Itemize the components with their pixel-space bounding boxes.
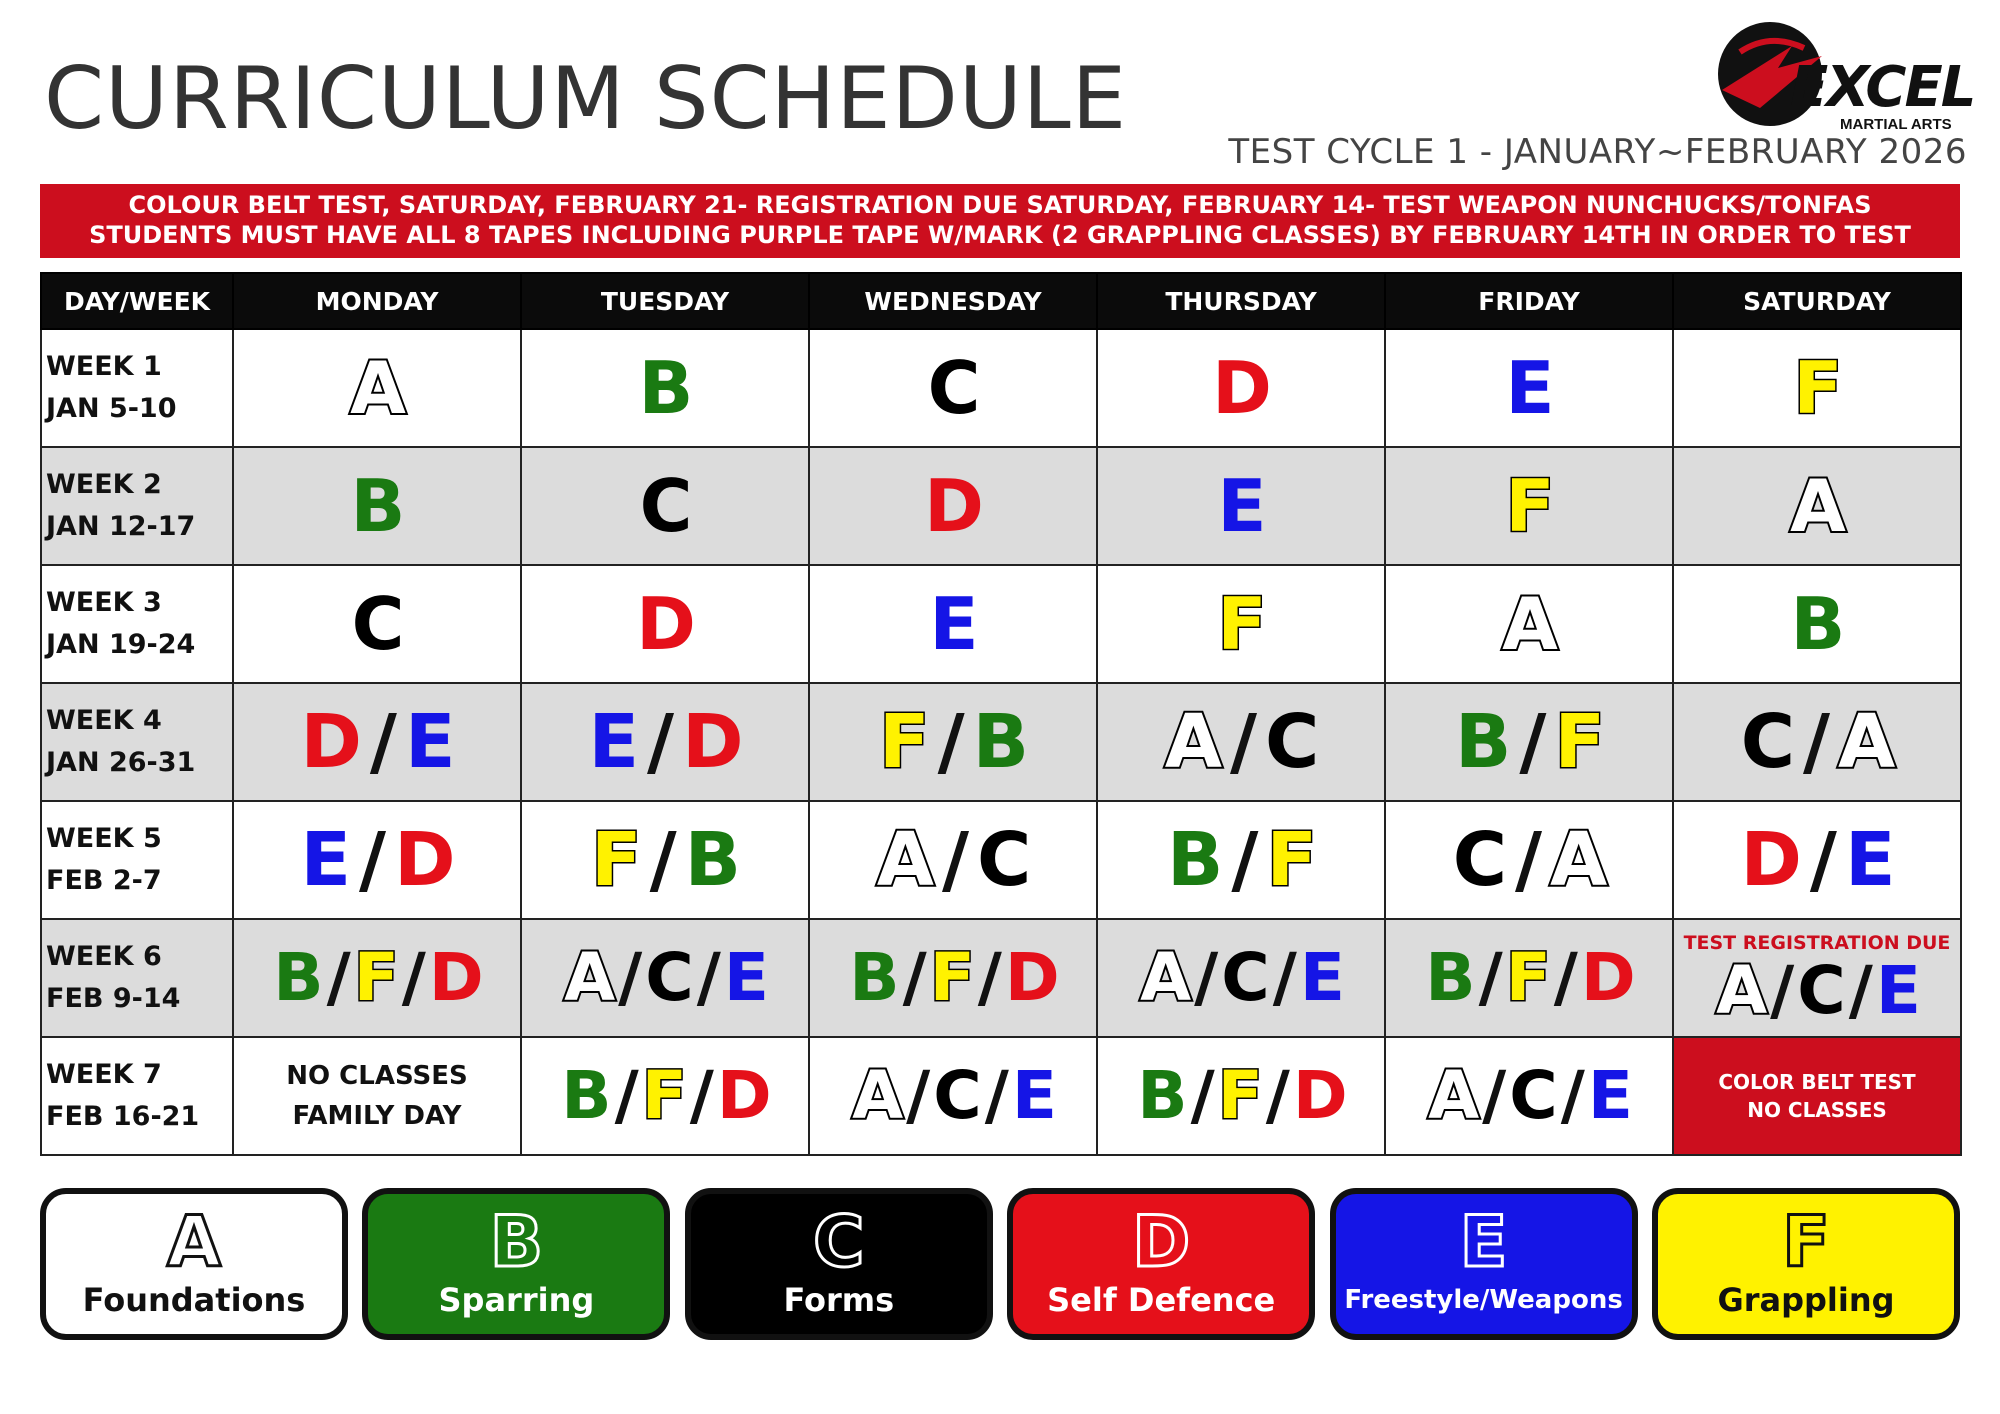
class-cell: [1673, 801, 1961, 919]
week-label: WEEK 6: [46, 941, 162, 972]
class-cell: [1385, 1037, 1673, 1155]
no-classes-note: [234, 1056, 520, 1136]
class-cell: [521, 565, 809, 683]
legend-item: [1330, 1188, 1638, 1340]
registration-due-note: TEST REGISTRATION DUE: [1683, 932, 1951, 954]
class-cell: [1097, 447, 1385, 565]
class-code: C: [1452, 817, 1505, 903]
code-separator: /: [906, 1057, 928, 1134]
class-code: F: [879, 699, 928, 785]
class-cell: [1385, 329, 1673, 447]
class-codes: [1386, 582, 1672, 666]
class-codes: [234, 346, 520, 430]
class-code: A: [1428, 1057, 1477, 1134]
week-dates: JAN 19-24: [46, 629, 196, 660]
class-code: B: [1137, 1057, 1185, 1134]
code-separator: /: [1231, 817, 1257, 903]
class-cell: [1385, 565, 1673, 683]
legend-letter: A: [166, 1201, 222, 1283]
class-code: F: [1554, 699, 1603, 785]
class-cell: [809, 447, 1097, 565]
code-separator: /: [984, 1057, 1006, 1134]
class-code: E: [1587, 1057, 1630, 1134]
class-cell: [1385, 919, 1673, 1037]
code-separator: /: [1190, 1057, 1212, 1134]
class-code: E: [1299, 939, 1342, 1016]
legend-label: Grappling: [1717, 1281, 1895, 1319]
class-code: F: [353, 939, 396, 1016]
legend-letter: C: [813, 1201, 865, 1283]
week-label: WEEK 2: [46, 469, 162, 500]
test-notice-banner: [40, 184, 1960, 258]
class-cell: [1673, 329, 1961, 447]
class-code: D: [428, 939, 481, 1016]
week-cell: [41, 565, 233, 683]
class-code: C: [1740, 699, 1793, 785]
code-separator: /: [1770, 952, 1792, 1029]
week-cell: [41, 801, 233, 919]
class-code: B: [1790, 582, 1844, 666]
class-code: D: [1580, 939, 1633, 1016]
class-codes: [1386, 939, 1672, 1016]
logo-subtext: MARTIAL ARTS: [1840, 116, 1952, 133]
class-codes: [522, 939, 808, 1016]
class-code: A: [564, 939, 613, 1016]
week-cell: [41, 683, 233, 801]
class-code: C: [1797, 952, 1843, 1029]
class-codes: [1098, 939, 1384, 1016]
class-codes: [1386, 1057, 1672, 1134]
legend-label: Foundations: [82, 1281, 306, 1319]
header-day-week: DAY/WEEK: [41, 273, 233, 329]
class-code: F: [929, 939, 972, 1016]
class-codes: [810, 699, 1096, 785]
code-separator: /: [1272, 939, 1294, 1016]
schedule-table: [40, 272, 1962, 1156]
header-saturday: SATURDAY: [1673, 273, 1961, 329]
class-code: A: [350, 346, 404, 430]
class-code: C: [977, 817, 1030, 903]
header-wednesday: WEDNESDAY: [809, 273, 1097, 329]
schedule-body: [41, 329, 1961, 1155]
class-cell: [1097, 1037, 1385, 1155]
code-separator: /: [1809, 817, 1835, 903]
class-code: A: [1502, 582, 1556, 666]
class-codes: [1674, 582, 1960, 666]
class-code: A: [852, 1057, 901, 1134]
class-cell: [233, 683, 521, 801]
class-code: E: [1844, 817, 1894, 903]
class-code: B: [684, 817, 739, 903]
week-dates: JAN 26-31: [46, 747, 196, 778]
class-codes: [1386, 464, 1672, 548]
class-code: B: [1167, 817, 1222, 903]
table-row: [41, 1037, 1961, 1155]
class-code: E: [404, 699, 454, 785]
class-codes: [810, 582, 1096, 666]
class-cell: [809, 801, 1097, 919]
class-codes: [1386, 699, 1672, 785]
class-cell: [233, 329, 521, 447]
class-code: A: [1838, 699, 1894, 785]
code-separator: /: [689, 1057, 711, 1134]
week-label: WEEK 4: [46, 705, 162, 736]
class-code: A: [1716, 952, 1765, 1029]
code-separator: /: [902, 939, 924, 1016]
table-row: [41, 919, 1961, 1037]
legend-item: [40, 1188, 348, 1340]
week-label: WEEK 5: [46, 823, 162, 854]
class-cell: [233, 447, 521, 565]
class-cell: [521, 683, 809, 801]
class-codes: [234, 939, 520, 1016]
class-codes: [1098, 346, 1384, 430]
class-cell: [1673, 919, 1961, 1037]
code-separator: /: [941, 817, 967, 903]
class-code: D: [394, 817, 454, 903]
class-codes: [1386, 346, 1672, 430]
class-code: D: [682, 699, 742, 785]
code-separator: /: [977, 939, 999, 1016]
legend-letter: B: [489, 1201, 544, 1283]
class-code: F: [1505, 939, 1548, 1016]
belt-test-line: COLOR BELT TEST: [1718, 1070, 1916, 1094]
class-code: D: [636, 582, 694, 666]
class-codes: [234, 582, 520, 666]
code-separator: /: [1553, 939, 1575, 1016]
class-cell: [1385, 447, 1673, 565]
class-cell: [233, 801, 521, 919]
class-cell: [1097, 683, 1385, 801]
code-separator: /: [1229, 699, 1255, 785]
header-tuesday: TUESDAY: [521, 273, 809, 329]
code-separator: /: [1265, 1057, 1287, 1134]
class-cell: [521, 329, 809, 447]
class-code: A: [1790, 464, 1844, 548]
class-cell: [809, 1037, 1097, 1155]
class-code: A: [1140, 939, 1189, 1016]
class-code: C: [1265, 699, 1318, 785]
class-codes: [1674, 346, 1960, 430]
class-codes: [522, 1057, 808, 1134]
class-code: C: [1509, 1057, 1555, 1134]
class-code: C: [933, 1057, 979, 1134]
legend-letter: D: [1132, 1201, 1191, 1283]
class-code: B: [1455, 699, 1510, 785]
class-codes: [522, 582, 808, 666]
code-separator: /: [1519, 699, 1545, 785]
legend-label: Sparring: [438, 1281, 595, 1319]
class-code: E: [1011, 1057, 1054, 1134]
table-row: [41, 683, 1961, 801]
class-code: F: [641, 1057, 684, 1134]
class-cell: [1673, 683, 1961, 801]
code-separator: /: [1803, 699, 1829, 785]
class-cell: [1673, 565, 1961, 683]
class-codes: [522, 464, 808, 548]
class-code: F: [1217, 582, 1265, 666]
class-cell: [521, 447, 809, 565]
class-cell: [809, 565, 1097, 683]
class-codes: [522, 346, 808, 430]
table-row: [41, 801, 1961, 919]
header-thursday: THURSDAY: [1097, 273, 1385, 329]
week-dates: JAN 12-17: [46, 511, 196, 542]
class-code: C: [927, 346, 979, 430]
class-codes: [810, 1057, 1096, 1134]
class-cell: [1097, 801, 1385, 919]
class-cell: [809, 919, 1097, 1037]
no-classes-line: NO CLASSES: [286, 1061, 468, 1091]
code-separator: /: [359, 817, 385, 903]
class-code: B: [849, 939, 897, 1016]
class-code: D: [924, 464, 982, 548]
legend-label: Forms: [783, 1281, 895, 1319]
table-row: [41, 565, 1961, 683]
class-cell: [521, 1037, 809, 1155]
class-codes: [810, 346, 1096, 430]
class-codes: [1674, 464, 1960, 548]
class-code: C: [645, 939, 691, 1016]
page-title: CURRICULUM SCHEDULE: [44, 49, 1128, 149]
week-cell: [41, 919, 233, 1037]
legend-label: Self Defence: [1047, 1281, 1276, 1319]
legend-letter: F: [1782, 1201, 1830, 1283]
class-code: C: [351, 582, 403, 666]
code-separator: /: [647, 699, 673, 785]
class-code: D: [1292, 1057, 1345, 1134]
class-cell: [809, 683, 1097, 801]
code-separator: /: [401, 939, 423, 1016]
class-cell: [1673, 447, 1961, 565]
week-dates: JAN 5-10: [46, 393, 177, 424]
week-dates: FEB 2-7: [46, 865, 162, 896]
code-separator: /: [1560, 1057, 1582, 1134]
class-code: D: [716, 1057, 769, 1134]
class-code: B: [273, 939, 321, 1016]
code-separator: /: [649, 817, 675, 903]
class-code: A: [1550, 817, 1606, 903]
class-codes: [1674, 952, 1960, 1029]
banner-line-1: COLOUR BELT TEST, SATURDAY, FEBRUARY 21- REGISTRATION DUE SATURDAY, FEBRUARY 14- TEST WEAPON NUNCHUCKS/TONFAS: [128, 191, 1872, 219]
code-separator: /: [937, 699, 963, 785]
class-code: F: [1793, 346, 1841, 430]
week-dates: FEB 9-14: [46, 983, 181, 1014]
header-row: [41, 273, 1961, 329]
class-code: F: [1266, 817, 1315, 903]
class-codes: [234, 699, 520, 785]
header-monday: MONDAY: [233, 273, 521, 329]
code-separator: /: [1515, 817, 1541, 903]
legend-item: [1007, 1188, 1315, 1340]
class-cell: [233, 565, 521, 683]
legend-item: [1652, 1188, 1960, 1340]
class-code: A: [1164, 699, 1220, 785]
cycle-subtitle: TEST CYCLE 1 - JANUARY~FEBRUARY 2026: [1228, 132, 1967, 172]
class-codes: [1098, 582, 1384, 666]
code-separator: /: [696, 939, 718, 1016]
class-code: B: [972, 699, 1027, 785]
code-separator: /: [1194, 939, 1216, 1016]
week-cell: [41, 447, 233, 565]
banner-line-2: STUDENTS MUST HAVE ALL 8 TAPES INCLUDING PURPLE TAPE W/MARK (2 GRAPPLING CLASSES) BY FEBRUARY 14TH IN ORDER TO TEST: [89, 221, 1911, 249]
brand-logo: [1700, 12, 1975, 133]
table-row: [41, 447, 1961, 565]
class-cell: [1385, 683, 1673, 801]
class-code: F: [591, 817, 640, 903]
week-cell: [41, 1037, 233, 1155]
class-code: C: [639, 464, 691, 548]
week-label: WEEK 7: [46, 1059, 162, 1090]
table-row: [41, 329, 1961, 447]
code-separator: /: [618, 939, 640, 1016]
class-code: D: [1740, 817, 1800, 903]
class-code: E: [929, 582, 977, 666]
class-cell: [1097, 565, 1385, 683]
code-separator: /: [614, 1057, 636, 1134]
class-cell: [233, 1037, 521, 1155]
class-cell: [233, 919, 521, 1037]
belt-test-cell: [1673, 1037, 1961, 1155]
class-code: E: [1217, 464, 1265, 548]
logo-wordmark: EXCEL: [1790, 55, 1975, 120]
class-code: E: [588, 699, 638, 785]
code-separator: /: [326, 939, 348, 1016]
class-codes: [1674, 699, 1960, 785]
class-code: B: [1425, 939, 1473, 1016]
class-codes: [1098, 699, 1384, 785]
class-codes: [234, 464, 520, 548]
week-cell: [41, 329, 233, 447]
class-codes: [1674, 817, 1960, 903]
week-dates: FEB 16-21: [46, 1101, 200, 1132]
family-day-line: FAMILY DAY: [292, 1101, 462, 1131]
legend-label: Freestyle/Weapons: [1344, 1285, 1623, 1315]
class-code: E: [1505, 346, 1553, 430]
legend-letter: E: [1459, 1201, 1508, 1283]
class-codes: [522, 817, 808, 903]
week-label: WEEK 3: [46, 587, 162, 618]
class-code: A: [876, 817, 932, 903]
class-code: C: [1221, 939, 1267, 1016]
class-cell: [809, 329, 1097, 447]
class-codes: [810, 817, 1096, 903]
class-cell: [521, 919, 809, 1037]
class-code: E: [723, 939, 766, 1016]
class-code: D: [300, 699, 360, 785]
class-codes: [810, 939, 1096, 1016]
class-code: E: [300, 817, 350, 903]
class-code: F: [1217, 1057, 1260, 1134]
class-code: B: [350, 464, 404, 548]
class-codes: [522, 699, 808, 785]
code-separator: /: [1482, 1057, 1504, 1134]
week-label: WEEK 1: [46, 351, 162, 382]
code-separator: /: [1848, 952, 1870, 1029]
class-code: D: [1212, 346, 1270, 430]
class-cell: [521, 801, 809, 919]
class-cell: [1385, 801, 1673, 919]
class-code: B: [561, 1057, 609, 1134]
header-friday: FRIDAY: [1385, 273, 1673, 329]
class-codes: [810, 464, 1096, 548]
class-codes: [1098, 1057, 1384, 1134]
belt-test-no-classes-line: NO CLASSES: [1747, 1098, 1887, 1122]
code-separator: /: [369, 699, 395, 785]
class-codes: [1098, 464, 1384, 548]
class-code: D: [1004, 939, 1057, 1016]
code-separator: /: [1478, 939, 1500, 1016]
legend-item: [685, 1188, 993, 1340]
class-codes: [1098, 817, 1384, 903]
class-cell: [1097, 919, 1385, 1037]
class-code: E: [1875, 952, 1918, 1029]
class-cell: [1097, 329, 1385, 447]
class-code: F: [1505, 464, 1553, 548]
class-legend: [40, 1188, 1960, 1340]
legend-item: [362, 1188, 670, 1340]
class-codes: [1386, 817, 1672, 903]
class-code: B: [638, 346, 692, 430]
class-codes: [234, 817, 520, 903]
